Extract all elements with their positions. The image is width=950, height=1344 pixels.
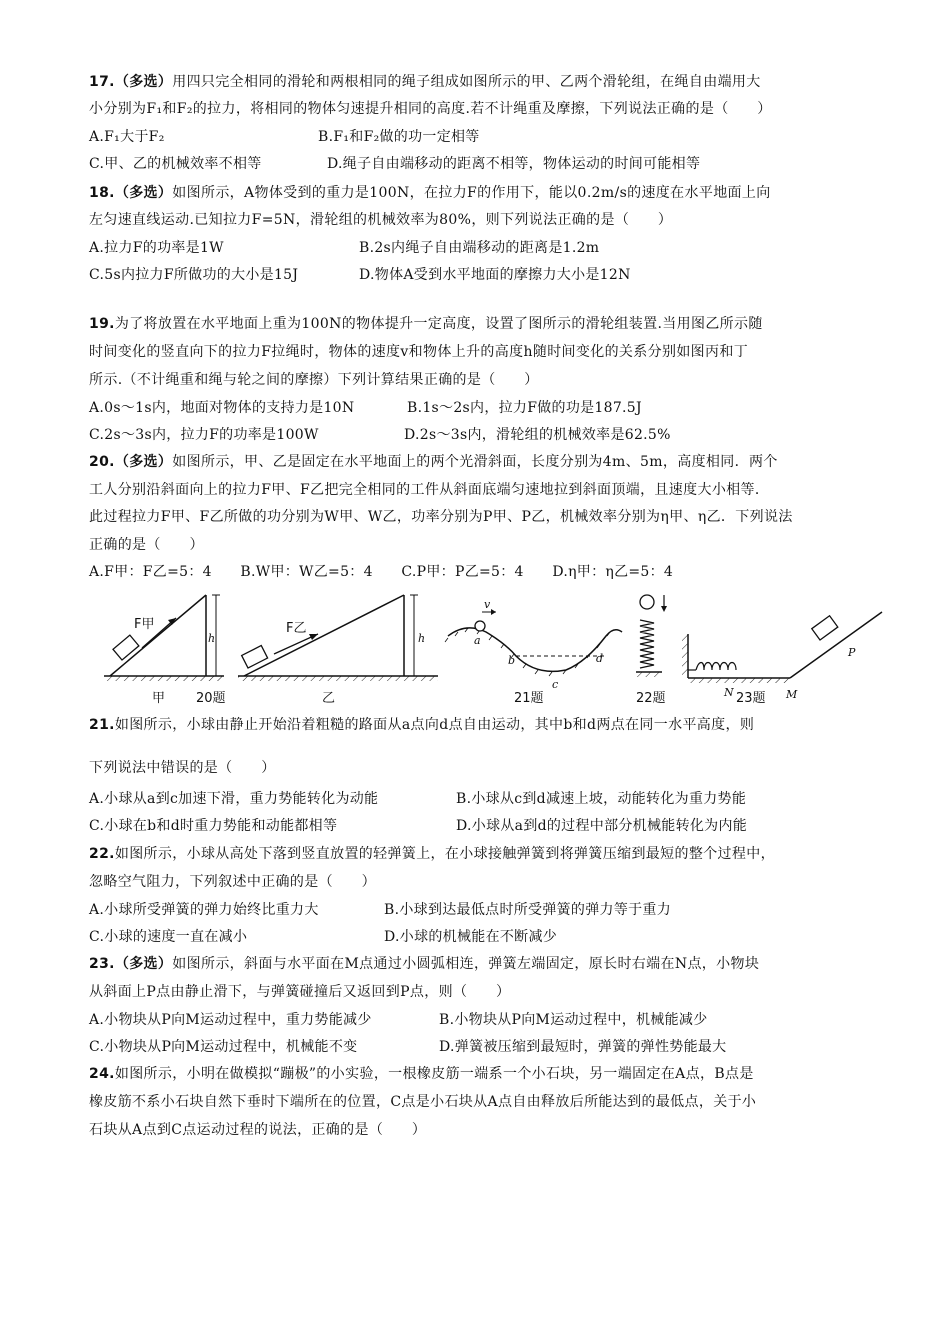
- q24-line3: 石块从A点到C点运动过程的说法，正确的是（ ）: [89, 1122, 427, 1138]
- q17-option-a: A.F₁大于F₂: [89, 129, 165, 145]
- q23-line2: 从斜面上P点由静止滑下，与弹簧碰撞后又返回到P点，则（ ）: [89, 984, 511, 1000]
- q22-line2: 忽略空气阻力，下列叙述中正确的是（ ）: [89, 874, 376, 890]
- figures-svg: [96, 590, 886, 710]
- block-23: [812, 616, 838, 640]
- q18-text1: 如图所示，A物体受到的重力是100N，在拉力F的作用下，能以0.2m/s的速度在水平地面上向: [172, 185, 771, 201]
- label-20: 20题: [196, 691, 226, 706]
- figure-20-jia: [104, 595, 226, 706]
- spring-base-hatch: [636, 672, 662, 677]
- q20-line3: 此过程拉力F甲、F乙所做的功分别为W甲、W乙，功率分别为P甲、P乙，机械效率分别为η甲、η乙．下列说法: [89, 509, 793, 525]
- label-a: a: [474, 634, 481, 647]
- q18-multi-tag: （多选）: [114, 185, 173, 201]
- q19-line1: [89, 313, 763, 335]
- q20-line2: 工人分别沿斜面向上的拉力F甲、F乙把完全相同的工件从斜面底端匀速地拉到斜面顶端，且速度大小相等．: [89, 482, 770, 498]
- q23-option-c: C.小物块从P向M运动过程中，机械能不变: [89, 1039, 358, 1055]
- q22-option-a: A.小球所受弹簧的弹力始终比重力大: [89, 902, 319, 918]
- horizontal-spring: [696, 663, 736, 671]
- q23-multi-tag: （多选）: [114, 956, 173, 972]
- block-yi: [242, 646, 268, 668]
- q18-option-b: B.2s内绳子自由端移动的距离是1.2m: [359, 240, 600, 256]
- q17-number: 17.: [89, 74, 115, 90]
- q18-line2: 左匀速直线运动.已知拉力F=5N，滑轮组的机械效率为80%，则下列说法正确的是（ ）: [89, 212, 673, 228]
- q24-line2: 橡皮筋不系小石块自然下垂时下端所在的位置，C点是小石块从A点自由释放后所能达到的最低点，关于小: [89, 1094, 757, 1110]
- q19-line3: 所示.（不计绳重和绳与轮之间的摩擦）下列计算结果正确的是（ ）: [89, 372, 539, 388]
- q17-option-c: C.甲、乙的机械效率不相等: [89, 156, 262, 172]
- q17-line2: 小分别为F₁和F₂的拉力，将相同的物体匀速提升相同的高度.若不计绳重及摩擦，下列说法正确的是（ ）: [89, 101, 772, 117]
- label-n: N: [724, 686, 734, 699]
- q21-text1: 如图所示，小球由静止开始沿着粗糙的路面从a点向d点自由运动，其中b和d两点在同一水平高度，则: [114, 717, 755, 733]
- label-m: M: [786, 688, 798, 701]
- q18-option-d: D.物体A受到水平地面的摩擦力大小是12N: [359, 267, 631, 283]
- track-hatch: [445, 628, 610, 676]
- label-f-yi: F乙: [286, 621, 307, 636]
- q18-option-a: A.拉力F的功率是1W: [89, 240, 224, 256]
- q21-option-c: C.小球在b和d时重力势能和动能都相等: [89, 818, 338, 834]
- q20-multi-tag: （多选）: [114, 454, 173, 470]
- q23-option-b: B.小物块从P向M运动过程中，机械能减少: [439, 1012, 708, 1028]
- q18-option-c: C.5s内拉力F所做功的大小是15J: [89, 267, 299, 283]
- q23-option-d: D.弹簧被压缩到最短时，弹簧的弹性势能最大: [439, 1039, 727, 1055]
- q19-option-b: B.1s～2s内，拉力F做的功是187.5J: [407, 400, 642, 416]
- q19-text1: 为了将放置在水平地面上重为100N的物体提升一定高度，设置了图所示的滑轮组装置.当用图乙所示随: [114, 316, 763, 332]
- block-jia: [113, 635, 139, 660]
- q19-line2: 时间变化的竖直向下的拉力F拉绳时，物体的速度v和物体上升的高度h随时间变化的关系分别如图丙和丁: [89, 344, 749, 360]
- q22-option-d: D.小球的机械能在不断减少: [384, 929, 558, 945]
- figures-row: [96, 590, 886, 710]
- q23-number: 23.: [89, 956, 115, 972]
- label-d: d: [596, 652, 604, 665]
- q17-option-d: D.绳子自由端移动的距离不相等，物体运动的时间可能相等: [327, 156, 701, 172]
- q21-option-a: A.小球从a到c加速下滑，重力势能转化为动能: [89, 791, 379, 807]
- label-jia: 甲: [152, 691, 166, 706]
- q24-number: 24.: [89, 1066, 115, 1082]
- q20-line4: 正确的是（ ）: [89, 537, 204, 553]
- q20-number: 20.: [89, 454, 115, 470]
- label-h-yi: h: [418, 632, 426, 645]
- label-21: 21题: [514, 691, 544, 706]
- wall-hatch: [682, 634, 688, 678]
- q17-line1: [89, 71, 761, 93]
- figure-21: [445, 598, 622, 706]
- figure-20-yi: [238, 595, 438, 706]
- q21-option-b: B.小球从c到d减速上坡，动能转化为重力势能: [456, 791, 747, 807]
- incline-yi: [244, 595, 404, 676]
- q22-option-b: B.小球到达最低点时所受弹簧的弹力等于重力: [384, 902, 672, 918]
- label-yi: 乙: [322, 691, 336, 706]
- q19-option-c: C.2s～3s内，拉力F的功率是100W: [89, 427, 319, 443]
- q24-line1: [89, 1063, 754, 1085]
- q17-text1: 用四只完全相同的滑轮和两根相同的绳子组成如图所示的甲、乙两个滑轮组，在绳自由端用大: [172, 74, 761, 90]
- label-b: b: [508, 654, 516, 667]
- q17-multi-tag: （多选）: [114, 74, 173, 90]
- q21-number: 21.: [89, 717, 115, 733]
- q22-text1: 如图所示，小球从高处下落到竖直放置的轻弹簧上，在小球接触弹簧到将弹簧压缩到最短的整个过程中，: [114, 846, 775, 862]
- incline-23: [790, 612, 882, 678]
- ball-21: [475, 621, 485, 631]
- q20-line1: [89, 451, 778, 473]
- q19-option-d: D.2s～3s内，滑轮组的机械效率是62.5%: [404, 427, 671, 443]
- q17-option-b: B.F₁和F₂做的功一定相等: [318, 129, 480, 145]
- label-v: v: [484, 598, 491, 611]
- falling-ball: [640, 595, 654, 609]
- q20-options: A.F甲：F乙=5：4 B.W甲：W乙=5：4 C.P甲：P乙=5：4 D.η甲：η乙=5：4: [89, 564, 674, 580]
- label-c: c: [552, 678, 559, 691]
- incline-jia: [110, 595, 206, 676]
- q19-option-a: A.0s～1s内，地面对物体的支持力是10N: [89, 400, 355, 416]
- q23-line1: [89, 953, 759, 975]
- figure-23: [682, 612, 882, 706]
- vertical-spring: [640, 620, 654, 668]
- q19-number: 19.: [89, 316, 115, 332]
- label-23: 23题: [736, 691, 766, 706]
- q18-number: 18.: [89, 185, 115, 201]
- label-p: P: [848, 646, 856, 659]
- q21-line2: 下列说法中错误的是（ ）: [89, 760, 276, 776]
- q22-line1: [89, 843, 775, 865]
- velocity-arrowhead: [491, 609, 496, 615]
- q23-option-a: A.小物块从P向M运动过程中，重力势能减少: [89, 1012, 372, 1028]
- label-22: 22题: [636, 691, 666, 706]
- q23-text1: 如图所示，斜面与水平面在M点通过小圆弧相连，弹簧左端固定，原长时右端在N点，小物块: [172, 956, 760, 972]
- figure-22: [636, 595, 667, 706]
- q22-option-c: C.小球的速度一直在减小: [89, 929, 248, 945]
- q24-text1: 如图所示，小明在做模拟“蹦极”的小实验，一根橡皮筋一端系一个小石块，另一端固定在A点，B点是: [114, 1066, 754, 1082]
- q21-line1: [89, 714, 754, 736]
- q20-text1: 如图所示，甲、乙是固定在水平地面上的两个光滑斜面，长度分别为4m、5m，高度相同．两个: [172, 454, 778, 470]
- q18-line1: [89, 182, 771, 204]
- q22-number: 22.: [89, 846, 115, 862]
- label-h-jia: h: [208, 632, 216, 645]
- floor-hatch: [688, 678, 790, 683]
- label-f-jia: F甲: [134, 617, 155, 632]
- fall-arrowhead: [661, 606, 667, 612]
- q21-option-d: D.小球从a到d的过程中部分机械能转化为内能: [456, 818, 748, 834]
